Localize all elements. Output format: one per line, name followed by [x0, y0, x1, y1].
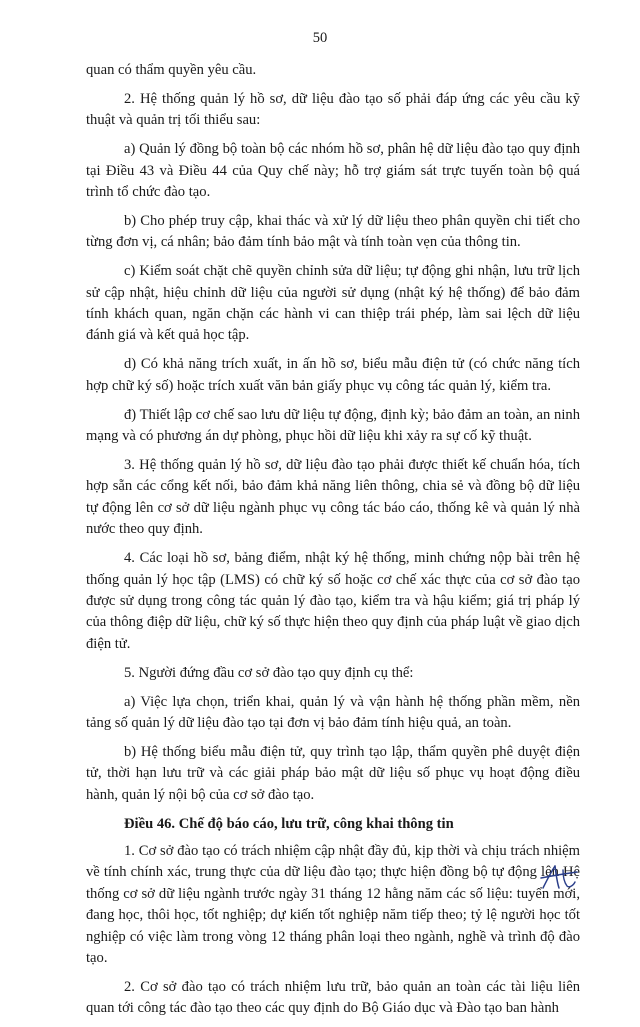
initials-signature	[537, 862, 581, 892]
paragraph: 1. Cơ sở đào tạo có trách nhiệm cập nhật đầy đủ, kịp thời và chịu trách nhiệm về tính chính xác, trung thực của dữ liệu đào tạo; thực hiện đồng bộ tự động lên Hệ thống cơ sở dữ liệu ngành trước ngày 31 tháng 12 hằng năm các số liệu: tuyển mới, đang học, thôi học, tốt nghiệp; dự kiến tốt nghiệp năm tiếp theo; tỷ lệ người học tốt nghiệp có việc làm trong vòng 12 tháng phân loại theo ngành, nghề và trình độ đào tạo.	[86, 843, 580, 967]
page-number: 50	[312, 30, 328, 46]
paragraph: 2. Cơ sở đào tạo có trách nhiệm lưu trữ, bảo quản an toàn các tài liệu liên quan tới công tác đào tạo theo các quy định do Bộ Giáo dục và Đào tạo ban hành	[86, 978, 580, 1017]
paragraph: b) Hệ thống biểu mẫu điện tử, quy trình tạo lập, thẩm quyền phê duyệt điện tử, thời hạn lưu trữ và các giải pháp bảo mật dữ liệu số phục vụ hoạt động điều hành, quản lý nội bộ của cơ sở đào tạo.	[86, 743, 580, 803]
paragraph: a) Việc lựa chọn, triển khai, quản lý và vận hành hệ thống phần mềm, nền tảng số quản lý dữ liệu đào tạo tại đơn vị bảo đảm tính hiệu quả, an toàn.	[86, 693, 580, 731]
paragraph: đ) Thiết lập cơ chế sao lưu dữ liệu tự động, định kỳ; bảo đảm an toàn, an ninh mạng và có phương án dự phòng, phục hồi dữ liệu khi xảy ra sự cố kỹ thuật.	[86, 406, 580, 445]
paragraph: quan có thẩm quyền yêu cầu.	[86, 62, 257, 78]
paragraph: 3. Hệ thống quản lý hồ sơ, dữ liệu đào tạo phải được thiết kế chuẩn hóa, tích hợp sẵn các cổng kết nối, bảo đảm khả năng liên thông, chia sẻ và đồng bộ dữ liệu tự động lên cơ sở dữ liệu ngành phục vụ công tác báo cáo, thống kê và quản lý nhà nước theo quy định.	[86, 457, 580, 538]
paragraph: d) Có khả năng trích xuất, in ấn hồ sơ, biểu mẫu điện tử (có chức năng tích hợp chữ ký số) hoặc trích xuất văn bản giấy phục vụ công tác quản lý, kiểm tra.	[86, 356, 580, 394]
paragraph: 5. Người đứng đầu cơ sở đào tạo quy định cụ thể:	[124, 664, 414, 681]
paragraph: a) Quản lý đồng bộ toàn bộ các nhóm hồ sơ, phân hệ dữ liệu đào tạo quy định tại Điều 43 và Điều 44 của Quy chế này; hỗ trợ giám sát trực tuyến toàn bộ quá trình tổ chức đào tạo.	[86, 141, 580, 201]
paragraph: 4. Các loại hồ sơ, bảng điểm, nhật ký hệ thống, minh chứng nộp bài trên hệ thống quản lý học tập (LMS) có chữ ký số hoặc cơ chế xác thực của cơ sở đào tạo được sử dụng trong công tác quản lý đào tạo, kiểm tra và hậu kiểm; giá trị pháp lý của thông điệp dữ liệu, chữ ký số thực hiện theo quy định của pháp luật về giao dịch điện tử.	[86, 550, 580, 652]
document-body	[86, 60, 580, 1027]
article-heading: Điều 46. Chế độ báo cáo, lưu trữ, công khai thông tin	[124, 815, 454, 832]
paragraph: 2. Hệ thống quản lý hồ sơ, dữ liệu đào tạo số phải đáp ứng các yêu cầu kỹ thuật và quản trị tối thiểu sau:	[86, 90, 580, 129]
paragraph: b) Cho phép truy cập, khai thác và xử lý dữ liệu theo phân quyền chi tiết cho từng đơn vị, cá nhân; bảo đảm tính bảo mật và tính toàn vẹn của thông tin.	[86, 212, 580, 251]
paragraph: c) Kiểm soát chặt chẽ quyền chỉnh sửa dữ liệu; tự động ghi nhận, lưu trữ lịch sử cập nhật, hiệu chỉnh dữ liệu của người sử dụng (nhật ký hệ thống) để bảo đảm tính khách quan, ngăn chặn các hành vi can thiệp trái phép, làm sai lệch dữ liệu đánh giá và kết quả học tập.	[86, 263, 580, 344]
